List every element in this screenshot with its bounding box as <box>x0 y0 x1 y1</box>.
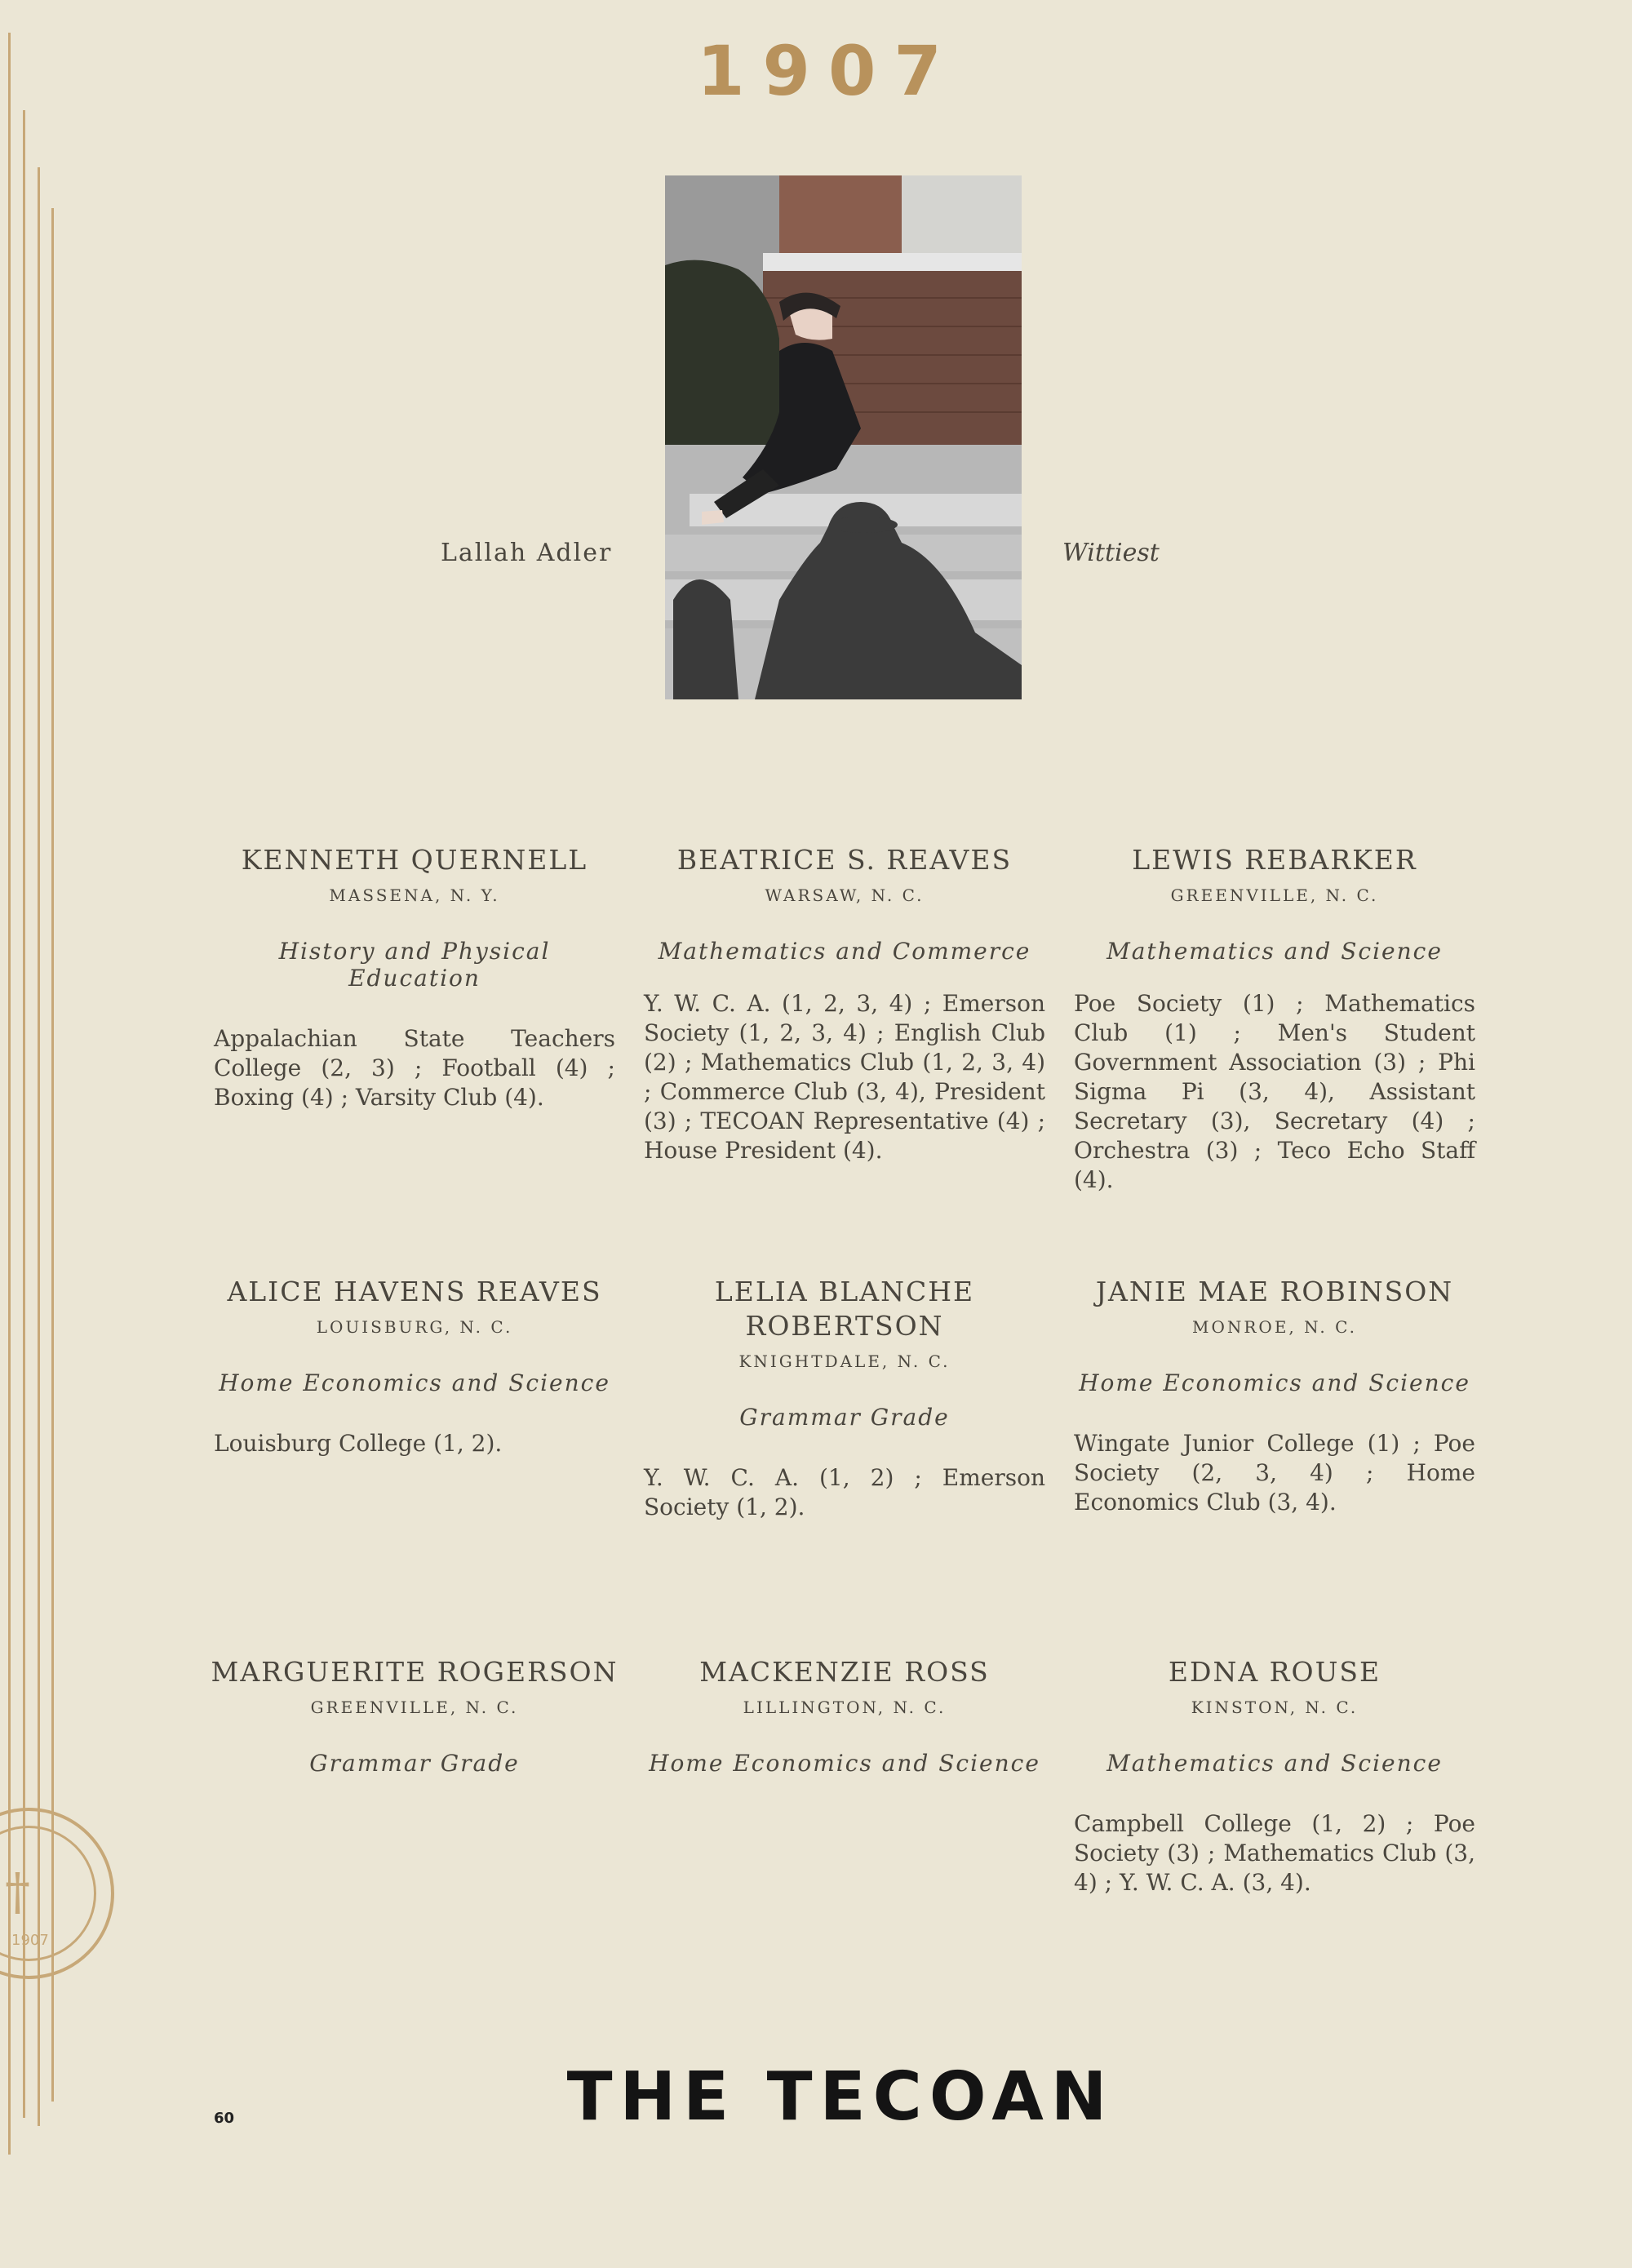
student-department: Home Economics and Science <box>219 1369 610 1396</box>
student-entry <box>211 843 619 1112</box>
student-name: BEATRICE S. REAVES <box>676 844 1013 876</box>
featured-photo <box>665 175 1022 699</box>
featured-student-name: Lallah Adler <box>441 539 613 567</box>
student-entry <box>641 843 1049 1165</box>
seal-year: 1907 <box>11 1932 49 1949</box>
student-activities: Y. W. C. A. (1, 2, 3, 4) ; Emerson Society (1, 2, 3, 4) ; English Club (2) ; Mathematics Club (1, 2, 3, 4) ; Commerce Club (3, 4), President (3) ; TECOAN Representative (4) ; House President (4). <box>644 990 1045 1164</box>
student-activities: Wingate Junior College (1) ; Poe Society (2, 3, 4) ; Home Economics Club (3, 4). <box>1074 1430 1475 1516</box>
student-activities: Campbell College (1, 2) ; Poe Society (3) ; Mathematics Club (3, 4) ; Y. W. C. A. (3, 4). <box>1074 1810 1475 1896</box>
student-entry <box>211 1275 619 1458</box>
student-department: Grammar Grade <box>309 1750 520 1777</box>
student-hometown: MONROE, N. C. <box>1191 1317 1358 1337</box>
college-seal <box>0 1808 114 1979</box>
seal-monogram: † <box>5 1862 30 1921</box>
student-hometown: KNIGHTDALE, N. C. <box>738 1351 951 1371</box>
page-year: 1907 <box>697 31 960 111</box>
student-activities: Appalachian State Teachers College (2, 3) ; Football (4) ; Boxing (4) ; Varsity Club (4). <box>214 1025 615 1111</box>
student-department: Home Economics and Science <box>649 1750 1040 1777</box>
student-name: ALICE HAVENS REAVES <box>227 1276 602 1307</box>
publication-title: THE TECOAN <box>566 2058 1115 2136</box>
student-entry <box>641 1655 1049 1777</box>
page-number: 60 <box>214 2110 235 2127</box>
student-name: LEWIS REBARKER <box>1132 844 1417 876</box>
student-name: MACKENZIE ROSS <box>699 1656 990 1688</box>
student-hometown: MASSENA, N. Y. <box>329 885 500 905</box>
student-entry <box>1071 1275 1479 1517</box>
student-hometown: GREENVILLE, N. C. <box>1170 885 1379 905</box>
student-entry <box>211 1655 619 1777</box>
student-department: Mathematics and Science <box>1106 938 1443 965</box>
student-hometown: KINSTON, N. C. <box>1191 1698 1359 1717</box>
student-hometown: WARSAW, N. C. <box>765 885 925 905</box>
student-department: Mathematics and Commerce <box>658 938 1031 965</box>
student-department: Grammar Grade <box>739 1404 950 1431</box>
student-name: LELIA BLANCHE ROBERTSON <box>714 1276 975 1342</box>
student-hometown: LILLINGTON, N. C. <box>743 1698 947 1717</box>
student-name: KENNETH QUERNELL <box>241 844 588 876</box>
student-entry <box>641 1275 1049 1522</box>
featured-superlative: Wittiest <box>1062 539 1160 567</box>
student-department: History and Physical Education <box>278 938 551 992</box>
student-hometown: GREENVILLE, N. C. <box>310 1698 519 1717</box>
student-name: MARGUERITE ROGERSON <box>211 1656 619 1688</box>
student-name: JANIE MAE ROBINSON <box>1095 1276 1454 1307</box>
student-activities: Poe Society (1) ; Mathematics Club (1) ; Men's Student Government Association (3) ; Phi Sigma Pi (3, 4), Assistant Secretary (3), Secretary (4) ; Orchestra (3) ; Teco Echo Staff (4). <box>1074 990 1475 1193</box>
student-department: Mathematics and Science <box>1106 1750 1443 1777</box>
student-name: EDNA ROUSE <box>1168 1656 1381 1688</box>
student-department: Home Economics and Science <box>1079 1369 1470 1396</box>
student-hometown: LOUISBURG, N. C. <box>316 1317 513 1337</box>
student-activities: Y. W. C. A. (1, 2) ; Emerson Society (1, 2). <box>644 1464 1045 1520</box>
student-entry <box>1071 1655 1479 1897</box>
student-activities: Louisburg College (1, 2). <box>214 1430 503 1457</box>
student-entry <box>1071 843 1479 1195</box>
photo-illustration <box>665 175 1022 699</box>
